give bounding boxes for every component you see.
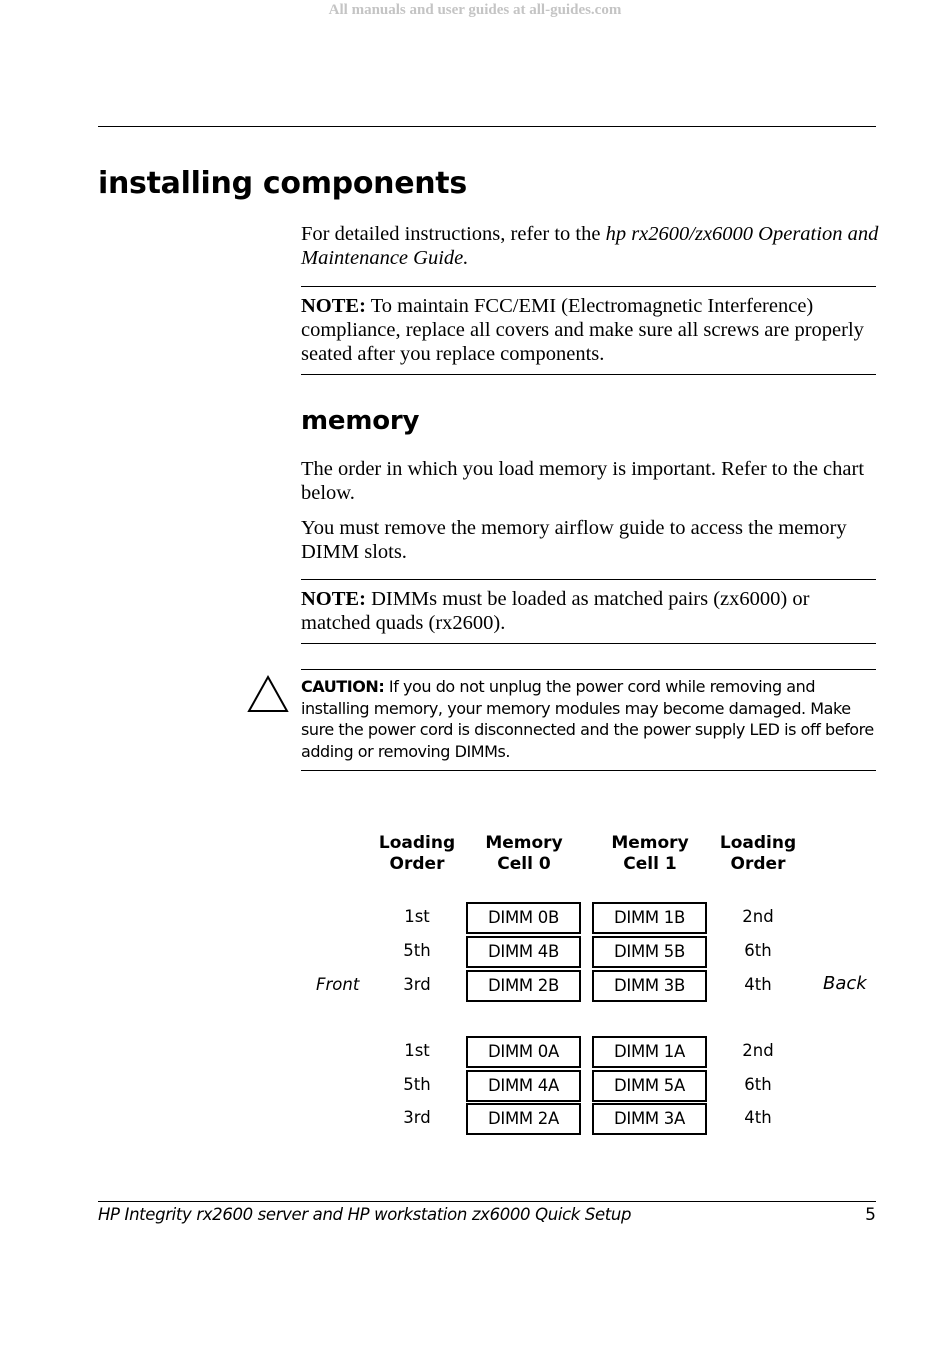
loading-order-left: 1st xyxy=(404,907,430,926)
dimm-slot: DIMM 5B xyxy=(592,936,707,968)
header-line: Loading xyxy=(719,833,797,853)
note1 xyxy=(301,294,881,366)
intro-text: For detailed instructions, refer to the xyxy=(301,223,606,245)
note2-bottom-rule xyxy=(301,643,876,644)
caution-message xyxy=(301,676,881,762)
header-memory-cell-1 xyxy=(590,833,710,875)
footer-title: HP Integrity rx2600 server and HP workstation zx6000 Quick Setup xyxy=(98,1205,632,1224)
footer-rule xyxy=(98,1201,876,1202)
header-right-loading-order xyxy=(698,833,818,875)
caution-top-rule xyxy=(301,669,876,670)
caution-label: CAUTION: xyxy=(301,677,385,696)
loading-order-right: 6th xyxy=(744,1075,772,1094)
watermark: All manuals and user guides at all-guides.com xyxy=(328,2,622,18)
caution-bottom-rule xyxy=(301,770,876,771)
memory-paragraph-2: You must remove the memory airflow guide to access the memory DIMM slots. xyxy=(301,517,847,563)
dimm-slot: DIMM 5A xyxy=(592,1070,707,1102)
dimm-slot: DIMM 2B xyxy=(466,970,581,1002)
dimm-slot: DIMM 1A xyxy=(592,1036,707,1068)
loading-order-left: 1st xyxy=(404,1041,430,1060)
note1-label: NOTE: xyxy=(301,295,366,317)
header-left-loading-order xyxy=(357,833,477,875)
loading-order-left: 5th xyxy=(403,941,431,960)
dimm-slot: DIMM 1B xyxy=(592,902,707,934)
loading-order-right: 4th xyxy=(744,975,772,994)
loading-order-right: 4th xyxy=(744,1108,772,1127)
note1-bottom-rule xyxy=(301,374,876,375)
dimm-slot: DIMM 4A xyxy=(466,1070,581,1102)
header-line: Cell 0 xyxy=(497,854,551,874)
memory-paragraph-1: The order in which you load memory is important. Refer to the chart below. xyxy=(301,458,865,504)
loading-order-right: 2nd xyxy=(742,907,774,926)
memory-heading: memory xyxy=(301,406,420,436)
loading-order-left: 3rd xyxy=(403,1108,431,1127)
loading-order-right: 2nd xyxy=(742,1041,774,1060)
loading-order-right: 6th xyxy=(744,941,772,960)
dimm-slot: DIMM 2A xyxy=(466,1103,581,1135)
dimm-slot: DIMM 3B xyxy=(592,970,707,1002)
note1-text: To maintain FCC/EMI (Electromagnetic Interference) compliance, replace all covers and make sure all screws are properly seated after you replace components. xyxy=(301,295,864,365)
top-rule xyxy=(98,126,876,127)
header-line: Memory xyxy=(485,833,563,853)
note2 xyxy=(301,587,881,635)
header-memory-cell-0 xyxy=(464,833,584,875)
note2-label: NOTE: xyxy=(301,588,366,610)
section-title: installing components xyxy=(98,166,467,201)
caution-triangle-icon xyxy=(246,674,290,714)
caution-text: If you do not unplug the power cord while removing and installing memory, your memory modules may become damaged. Make sure the power cord is disconnected and the power supply LED is off before adding or removing DIMMs. xyxy=(301,677,874,761)
front-label: Front xyxy=(316,975,360,994)
page-number: 5 xyxy=(865,1205,876,1225)
header-line: Memory xyxy=(611,833,689,853)
note2-text: DIMMs must be loaded as matched pairs (zx6000) or matched quads (rx2600). xyxy=(301,588,810,634)
dimm-slot: DIMM 3A xyxy=(592,1103,707,1135)
header-line: Cell 1 xyxy=(623,854,677,874)
header-line: Loading xyxy=(378,833,456,853)
header-line: Order xyxy=(730,854,786,874)
guide-title-link: hp rx2600/zx6000 Operation and Maintenance Guide. xyxy=(301,223,879,269)
note2-top-rule xyxy=(301,579,876,580)
intro-paragraph xyxy=(301,222,881,270)
back-label: Back xyxy=(823,973,867,994)
loading-order-left: 3rd xyxy=(403,975,431,994)
loading-order-left: 5th xyxy=(403,1075,431,1094)
dimm-slot: DIMM 0A xyxy=(466,1036,581,1068)
dimm-slot: DIMM 0B xyxy=(466,902,581,934)
note1-top-rule xyxy=(301,286,876,287)
header-line: Order xyxy=(389,854,445,874)
dimm-slot: DIMM 4B xyxy=(466,936,581,968)
